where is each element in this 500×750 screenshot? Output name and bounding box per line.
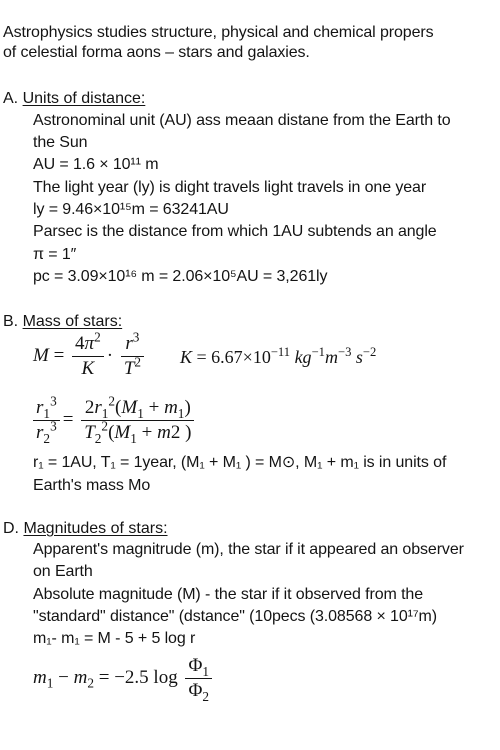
apparent-magnitude-definition-1: Apparent's magnitrude (m), the star if it appeared an observer — [33, 541, 464, 558]
kepler-law-formula: M = $\frac{4\pi^2}{K}$ · $\frac{r^3}{T^2}$ — [33, 333, 147, 380]
mass-ratio-formula: $\frac{r_1^3}{r_2^3}$ = $\frac{2r_1^2(M_1 + m_1)}{T_2^2(M_1 + m2 )}$ — [30, 397, 197, 444]
parsec-value: pc = 3.09×10¹⁶ m = 2.06×10⁵AU = 3,261ly — [33, 268, 328, 285]
pi-value: π = 1″ — [33, 246, 77, 263]
au-definition-line-2: the Sun — [33, 134, 88, 151]
section-d-marker: D. — [3, 520, 19, 537]
section-a-marker: A. — [3, 90, 19, 107]
au-value: AU = 1.6 × 10¹¹ m — [33, 156, 159, 173]
section-b-marker: B. — [3, 313, 19, 330]
section-a-title: Units of distance: — [22, 90, 146, 107]
apparent-magnitude-definition-2: on Earth — [33, 563, 93, 580]
mass-units-note-2: Earth's mass Mo — [33, 477, 151, 494]
section-a-heading — [3, 89, 145, 109]
intro-line-1: Astrophysics studies structure, physical and chemical propers — [3, 24, 434, 41]
ly-definition: The light year (ly) is dight travels light travels in one year — [33, 179, 427, 196]
parsec-definition: Parsec is the distance from which 1AU subtends an angle — [33, 223, 437, 240]
section-d-heading — [3, 519, 168, 539]
magnitude-flux-formula: $m_1 - m_2 = -2.5$ log $\frac{\Phi_1}{\Phi_2}$ — [33, 655, 215, 702]
mass-units-note-1: r₁ = 1AU, T₁ = 1year, (M₁ + M₁ ) = M⊙, M₁ + m₁ is in units of — [33, 454, 447, 471]
intro-line-2: of celestial forma aons – stars and galaxies. — [3, 44, 310, 61]
ly-value: ly = 9.46×10¹⁵m = 63241AU — [33, 201, 229, 218]
section-b-title: Mass of stars: — [22, 313, 123, 330]
section-d-title: Magnitudes of stars: — [23, 520, 168, 537]
absolute-magnitude-definition-2: "standard" distance" (dstance" (10pecs (3.08568 × 10¹⁷m) — [33, 608, 438, 625]
absolute-magnitude-definition-1: Absolute magnitude (M) - the star if it observed from the — [33, 586, 424, 603]
gravitational-constant: $K = 6.67\times 10^{-11}$ $kg^{-1}m^{-3}$ $s^{-2}$ — [180, 345, 377, 367]
distance-modulus: m₁- m₁ = M - 5 + 5 log r — [33, 630, 196, 647]
au-definition-line-1: Astronominal unit (AU) ass meaan distane from the Earth to — [33, 112, 451, 129]
section-b-heading — [3, 312, 122, 332]
